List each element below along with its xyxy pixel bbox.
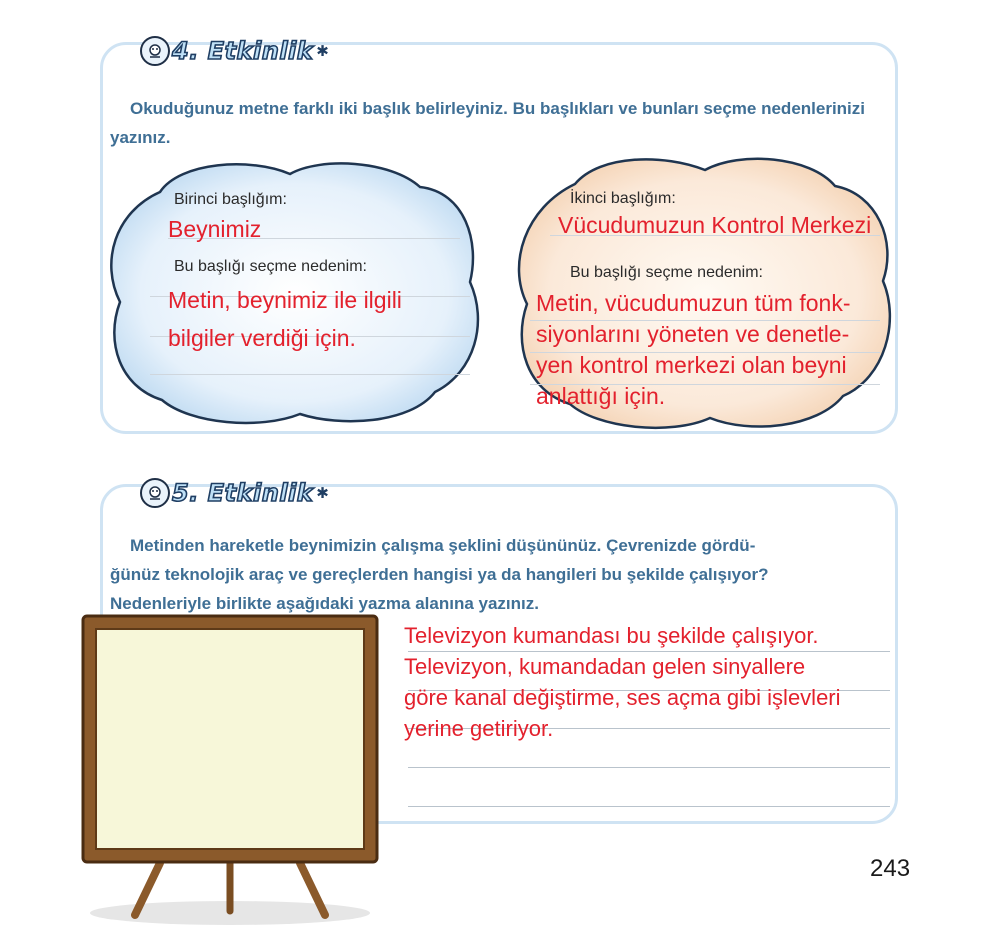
- instruction-line: Metinden hareketle beynimizin çalışma şeklini düşününüz. Çevrenizde gördü-: [130, 536, 756, 555]
- writing-line: [150, 374, 470, 375]
- writing-line: [408, 767, 890, 768]
- activity-5-answer: [404, 620, 894, 744]
- second-title-label: İkinci başlığım:: [570, 190, 676, 207]
- mascot-icon: [140, 36, 170, 66]
- page-number: 243: [870, 855, 911, 882]
- mascot-icon: [140, 478, 170, 508]
- second-title-answer: Vücudumuzun Kontrol Merkezi: [558, 212, 872, 238]
- second-reason-answer-line: Metin, vücudumuzun tüm fonk-: [536, 290, 851, 316]
- answer-line: Televizyon, kumandadan gelen sinyallere: [404, 654, 806, 679]
- activity-4-instruction: Okuduğunuz metne farklı iki başlık belirleyiniz. Bu başlıkları ve bunları seçme nedenlerinizi yazınız.: [110, 99, 866, 147]
- second-reason-answer-line: siyonlarını yöneten ve denetle-: [536, 321, 850, 347]
- writing-line: [408, 806, 890, 807]
- first-title-label: Birinci başlığım:: [174, 191, 287, 208]
- first-reason-answer-line: bilgiler verdiği için.: [168, 325, 356, 351]
- first-reason-label: Bu başlığı seçme nedenim:: [174, 258, 367, 275]
- instruction-line: ğünüz teknolojik araç ve gereçlerden hangisi ya da hangileri bu şekilde çalışıyor?: [110, 565, 769, 584]
- answer-line: göre kanal değiştirme, ses açma gibi işlevleri: [404, 685, 841, 710]
- star-icon: ✱: [316, 485, 329, 502]
- second-reason-answer-line: yen kontrol merkezi olan beyni: [536, 352, 847, 378]
- answer-line: Televizyon kumandası bu şekilde çalışıyor.: [404, 623, 819, 648]
- first-reason-answer-line: Metin, beynimiz ile ilgili: [168, 287, 402, 313]
- second-reason-label: Bu başlığı seçme nedenim:: [570, 264, 763, 281]
- activity-5-badge: [140, 478, 329, 508]
- second-reason-answer-line: anlattığı için.: [536, 383, 666, 409]
- activity-4-badge: [140, 36, 329, 66]
- activity-5-title: 5. Etkinlik: [172, 479, 314, 507]
- activity-4-title: 4. Etkinlik: [172, 37, 314, 65]
- activity-5-instruction: [110, 531, 870, 618]
- star-icon: ✱: [316, 43, 329, 60]
- easel-board-illustration: [80, 613, 380, 933]
- instruction-line: Nedenleriyle birlikte aşağıdaki yazma alanına yazınız.: [110, 594, 539, 613]
- first-title-answer: Beynimiz: [168, 216, 262, 242]
- answer-line: yerine getiriyor.: [404, 716, 554, 741]
